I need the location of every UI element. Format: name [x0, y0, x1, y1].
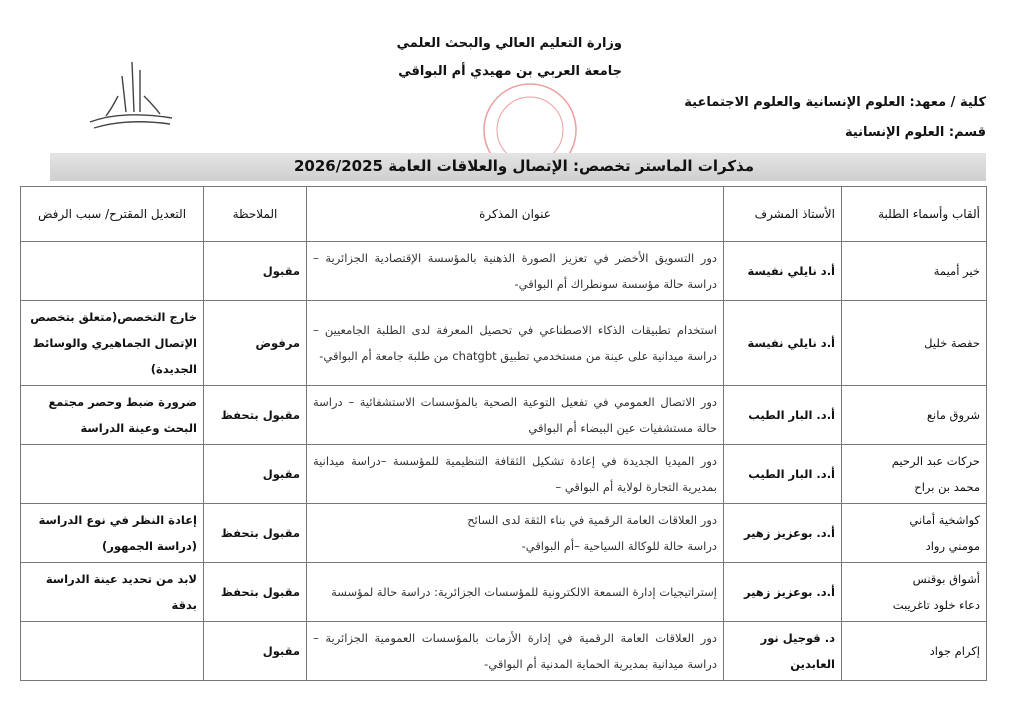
table-row [21, 386, 987, 445]
supervisor-cell: د. قوجيل نور العابدين [724, 622, 842, 681]
document-title: مذكرات الماستر تخصص: الإتصال والعلاقات العامة 2026/2025 [294, 157, 754, 175]
modification-cell: إعادة النظر في نوع الدراسة (دراسة الجمهور) [21, 504, 204, 563]
modification-cell [21, 242, 204, 301]
table-header-row [21, 187, 987, 242]
students-cell: حفصة خليل [842, 301, 987, 386]
thesis-title-cell: دور الاتصال العمومي في تفعيل التوعية الصحية بالمؤسسات الاستشفائية – دراسة حالة مستشفيات عين البيضاء أم البواقي [307, 386, 724, 445]
ministry-name: وزارة التعليم العالي والبحث العلمي [396, 36, 622, 51]
students-cell: خير أميمة [842, 242, 987, 301]
students-cell: أشواق بوقنس دعاء خلود تاغريبت [842, 563, 987, 622]
thesis-title-cell: دور التسويق الأخضر في تعزيز الصورة الذهنية بالمؤسسة الإقتصادية الجزائرية – دراسة حالة مؤسسة سونطراك أم البواقي- [307, 242, 724, 301]
table-row [21, 563, 987, 622]
col-supervisor: الأستاذ المشرف [724, 187, 842, 242]
students-cell: إكرام جواد [842, 622, 987, 681]
col-students: ألقاب وأسماء الطلبة [842, 187, 987, 242]
col-note: الملاحظة [204, 187, 307, 242]
table-row [21, 301, 987, 386]
note-cell: مقبول بتحفظ [204, 504, 307, 563]
col-title: عنوان المذكرة [307, 187, 724, 242]
note-cell: مقبول بتحفظ [204, 563, 307, 622]
supervisor-cell: أ.د نايلي نفيسة [724, 301, 842, 386]
thesis-title-cell: دور العلاقات العامة الرقمية في بناء الثقة لدى السائح دراسة حالة للوكالة السياحية –أم البواقي- [307, 504, 724, 563]
university-name: جامعة العربي بن مهيدي أم البواقي [398, 64, 622, 79]
supervisor-cell: أ.د نايلي نفيسة [724, 242, 842, 301]
thesis-title-cell: استخدام تطبيقات الذكاء الاصطناعي في تحصيل المعرفة لدى الطلبة الجامعيين – دراسة ميدانية على عينة من مستخدمي تطبيق chatgbt من طلبة جامعة أم البواقي- [307, 301, 724, 386]
modification-cell: لابد من تحديد عينة الدراسة بدقة [21, 563, 204, 622]
theses-table [20, 186, 987, 681]
modification-cell [21, 445, 204, 504]
thesis-title-cell: إستراتيجيات إدارة السمعة الالكترونية للمؤسسات الجزائرية: دراسة حالة لمؤسسة [307, 563, 724, 622]
note-cell: مقبول [204, 445, 307, 504]
supervisor-cell: أ.د. البار الطيب [724, 445, 842, 504]
note-cell: مقبول بتحفظ [204, 386, 307, 445]
note-cell: مرفوض [204, 301, 307, 386]
modification-cell: ضرورة ضبط وحصر مجتمع البحث وعينة الدراسة [21, 386, 204, 445]
students-cell: شروق مانع [842, 386, 987, 445]
thesis-title-cell: دور الميديا الجديدة في إعادة تشكيل الثقافة التنظيمية للمؤسسة –دراسة ميدانية بمديرية التجارة لولاية أم البواقي – [307, 445, 724, 504]
supervisor-cell: أ.د. البار الطيب [724, 386, 842, 445]
students-cell: حركات عبد الرحيم محمد بن براح [842, 445, 987, 504]
table-row [21, 622, 987, 681]
note-cell: مقبول [204, 622, 307, 681]
modification-cell [21, 622, 204, 681]
table-row [21, 504, 987, 563]
department-name: قسم: العلوم الإنسانية [844, 125, 986, 140]
col-modification: التعديل المقترح/ سبب الرفض [21, 187, 204, 242]
students-cell: كواشخية أماني مومني رواد [842, 504, 987, 563]
supervisor-cell: أ.د. بوعزيز زهير [724, 563, 842, 622]
thesis-title-cell: دور العلاقات العامة الرقمية في إدارة الأزمات بالمؤسسات العمومية الجزائرية – دراسة ميدانية بمديرية الحماية المدنية أم البواقي- [307, 622, 724, 681]
faculty-name: كلية / معهد: العلوم الإنسانية والعلوم الاجتماعية [684, 95, 986, 110]
supervisor-cell: أ.د. بوعزيز زهير [724, 504, 842, 563]
modification-cell: خارج التخصص(متعلق بتخصص الإتصال الجماهيري والوسائط الجديدة) [21, 301, 204, 386]
table-row [21, 445, 987, 504]
university-logo [82, 56, 178, 138]
table-row [21, 242, 987, 301]
note-cell: مقبول [204, 242, 307, 301]
